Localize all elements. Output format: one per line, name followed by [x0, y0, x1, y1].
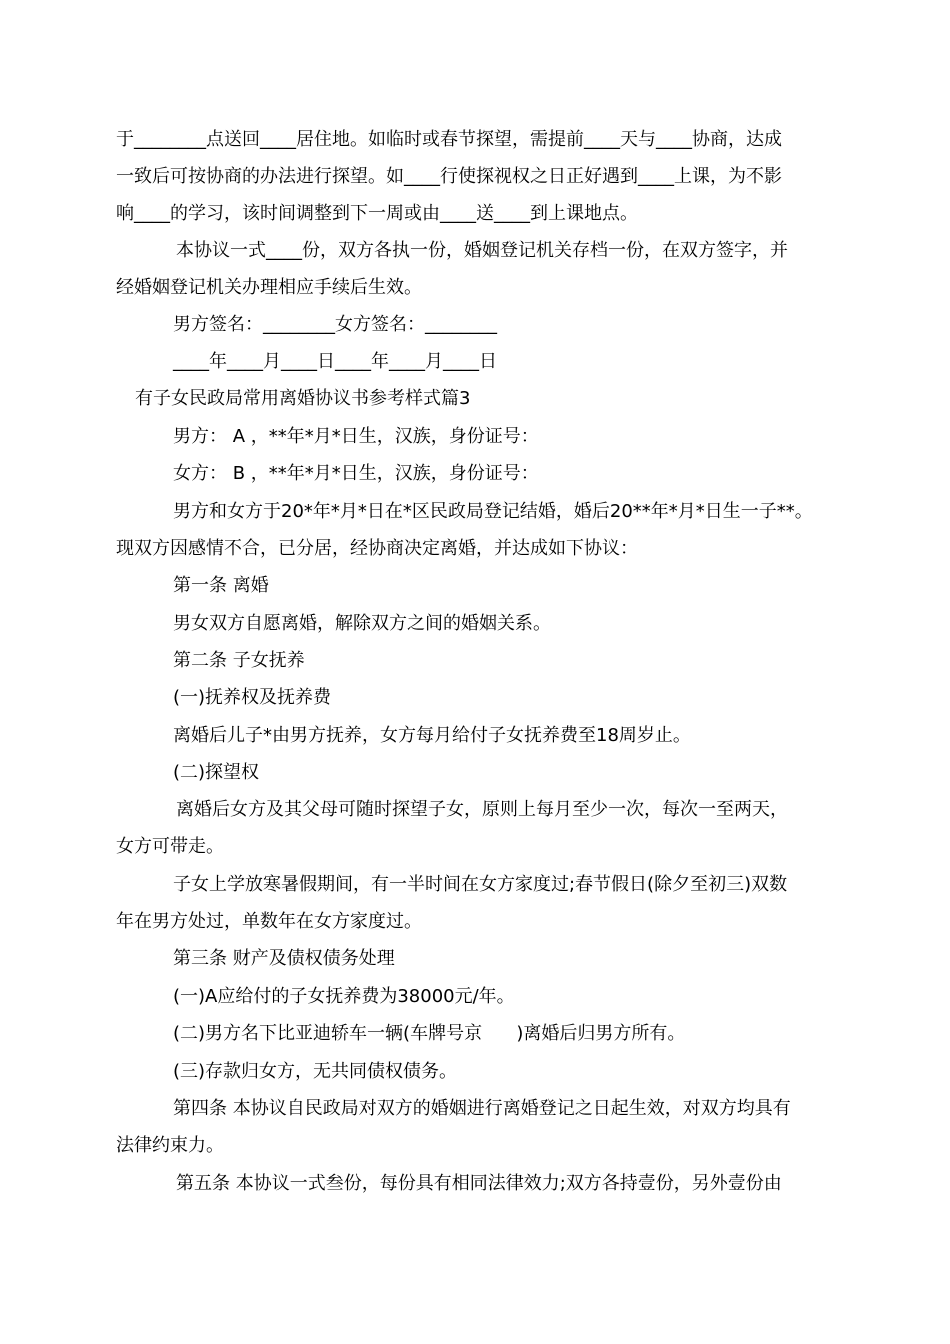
text-line: 一致后可按协商的办法进行探望。如____行使探视权之日正好遇到____上课，为不影	[116, 166, 782, 187]
text-line: (一)A应给付的子女抚养费为38000元/年。	[173, 986, 515, 1007]
text-line: 男方和女方于20*年*月*日在*区民政局登记结婚，婚后20**年*月*日生一子**。	[173, 501, 813, 522]
sub-heading: (一)抚养权及抚养费	[173, 687, 332, 708]
text-line: 本协议一式____份，双方各执一份，婚姻登记机关存档一份，在双方签字，并	[176, 240, 788, 261]
text-line: 现双方因感情不合，已分居，经协商决定离婚，并达成如下协议：	[116, 538, 638, 559]
text-line: 子女上学放寒暑假期间，有一半时间在女方家度过;春节假日(除夕至初三)双数	[173, 874, 788, 895]
article-heading: 第二条 子女抚养	[173, 650, 305, 671]
text-line: 法律约束力。	[116, 1135, 224, 1156]
signature-line: 男方签名：________女方签名：________	[173, 314, 497, 335]
sub-heading: (二)探望权	[173, 762, 260, 783]
article-heading: 第一条 离婚	[173, 575, 269, 596]
text-line: 响____的学习，该时间调整到下一周或由____送____到上课地点。	[116, 203, 638, 224]
text-line: 离婚后女方及其父母可随时探望子女，原则上每月至少一次，每次一至两天，	[176, 799, 788, 820]
text-line: 女方可带走。	[116, 836, 224, 857]
text-line: 经婚姻登记机关办理相应手续后生效。	[116, 277, 422, 298]
text-line: (三)存款归女方，无共同债权债务。	[173, 1061, 458, 1082]
article-heading: 第五条 本协议一式叁份，每份具有相同法律效力;双方各持壹份，另外壹份由	[176, 1173, 782, 1194]
section-title: 有子女民政局常用离婚协议书参考样式篇3	[135, 388, 471, 409]
text-line: 离婚后儿子*由男方抚养，女方每月给付子女抚养费至18周岁止。	[173, 725, 691, 746]
article-heading: 第三条 财产及债权债务处理	[173, 948, 395, 969]
text-line: 男方： A ，**年*月*日生，汉族，身份证号：	[173, 426, 539, 447]
date-line: ____年____月____日____年____月____日	[173, 351, 497, 372]
text-line: 女方： B ，**年*月*日生，汉族，身份证号：	[173, 463, 539, 484]
article-heading: 第四条 本协议自民政局对双方的婚姻进行离婚登记之日起生效，对双方均具有	[173, 1098, 791, 1119]
text-line: 于________点送回____居住地。如临时或春节探望，需提前____天与____协商，达成	[116, 129, 782, 150]
text-line: 年在男方处过，单数年在女方家度过。	[116, 911, 422, 932]
text-line: 男女双方自愿离婚，解除双方之间的婚姻关系。	[173, 613, 551, 634]
text-line: (二)男方名下比亚迪轿车一辆(车牌号京 )离婚后归男方所有。	[173, 1023, 686, 1044]
